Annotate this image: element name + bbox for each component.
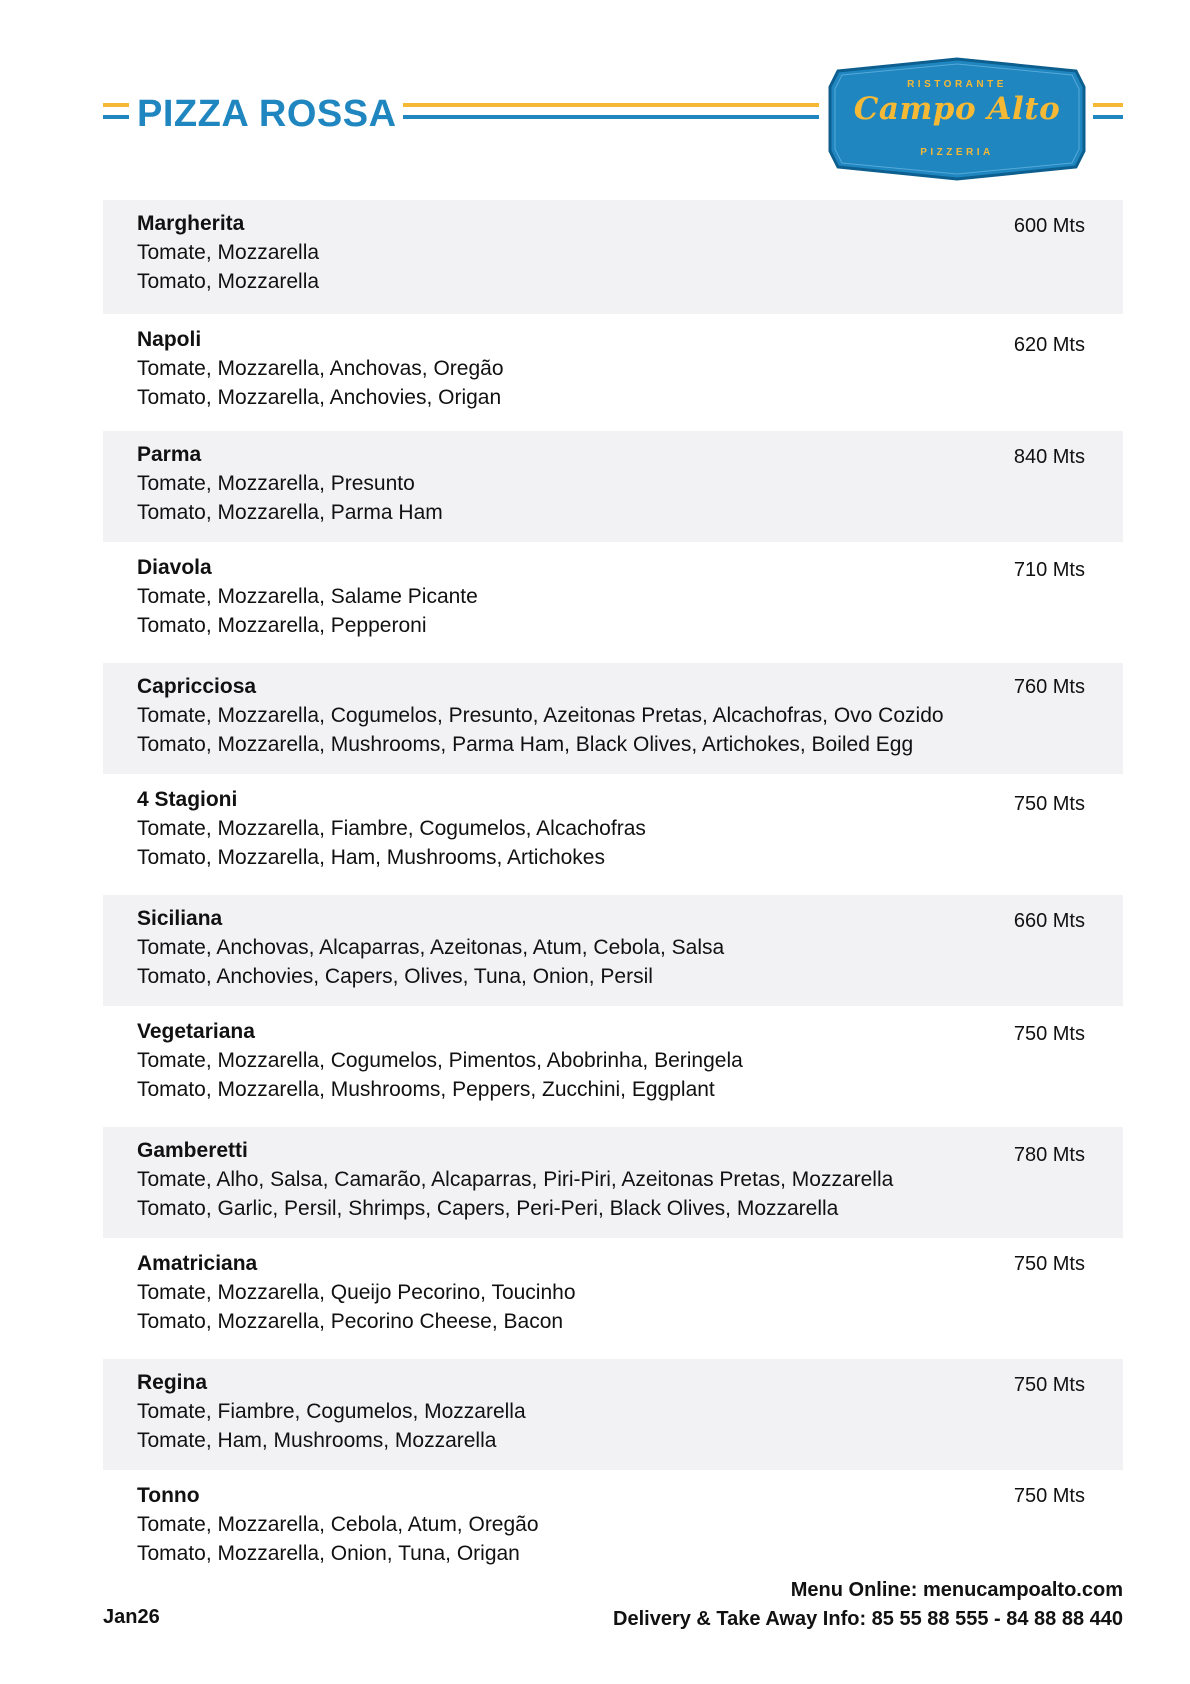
item-price: 750 Mts [1013, 793, 1085, 815]
logo-bottom-text: PIZZERIA [920, 147, 994, 158]
menu-item-amatriciana [103, 1238, 1123, 1359]
item-description-pt: Tomate, Anchovas, Alcaparras, Azeitonas, Atum, Cebola, Salsa [137, 936, 725, 959]
logo-top-text: RISTORANTE [907, 79, 1007, 90]
item-description-en: Tomato, Mozzarella, Mushrooms, Parma Ham, Black Olives, Artichokes, Boiled Egg [137, 733, 914, 756]
page-title: PIZZA ROSSA [137, 93, 397, 135]
item-name: Diavola [137, 556, 212, 579]
logo-name: Campo Alto [853, 91, 1061, 127]
item-description-en: Tomato, Mozzarella, Pecorino Cheese, Bacon [137, 1310, 564, 1333]
item-description-en: Tomato, Mozzarella, Anchovies, Origan [137, 386, 502, 409]
item-price: 760 Mts [1013, 676, 1085, 698]
item-name: 4 Stagioni [137, 788, 238, 811]
item-description-pt: Tomate, Fiambre, Cogumelos, Mozzarella [137, 1400, 526, 1423]
item-description-en: Tomato, Anchovies, Capers, Olives, Tuna, Onion, Persil [137, 965, 653, 988]
menu-item-siciliana [103, 895, 1123, 1006]
footer-delivery-info: Delivery & Take Away Info: 85 55 88 555 - 84 88 88 440 [613, 1608, 1123, 1630]
header-stripe-right-blue [1093, 115, 1123, 119]
menu-item-diavola [103, 542, 1123, 663]
item-price: 780 Mts [1013, 1144, 1085, 1166]
item-description-en: Tomato, Mozzarella, Parma Ham [137, 501, 443, 524]
item-description-pt: Tomate, Mozzarella, Cogumelos, Presunto, Azeitonas Pretas, Alcachofras, Ovo Cozido [137, 704, 944, 727]
header-stripe-left-orange [103, 103, 129, 107]
item-name: Parma [137, 443, 202, 466]
header-stripe-left-blue [103, 115, 129, 119]
item-name: Napoli [137, 328, 202, 351]
item-name: Amatriciana [137, 1252, 258, 1275]
menu-item-vegetariana [103, 1006, 1123, 1127]
item-description-en: Tomato, Mozzarella, Onion, Tuna, Origan [137, 1542, 520, 1565]
menu-list [103, 200, 1123, 1580]
item-price: 840 Mts [1013, 446, 1085, 468]
header-stripe-mid-orange [403, 103, 819, 107]
menu-item-regina [103, 1359, 1123, 1470]
item-name: Margherita [137, 212, 245, 235]
menu-item-4-stagioni [103, 774, 1123, 895]
footer-contact [613, 1576, 1123, 1634]
menu-item-capricciosa [103, 663, 1123, 774]
item-name: Siciliana [137, 907, 223, 930]
item-name: Tonno [137, 1484, 200, 1507]
item-description-en: Tomato, Mozzarella, Ham, Mushrooms, Artichokes [137, 846, 605, 869]
footer-date: Jan26 [103, 1606, 160, 1628]
restaurant-logo [826, 57, 1088, 181]
item-description-en: Tomato, Mozzarella [137, 270, 320, 293]
header-stripe-right-orange [1093, 103, 1123, 107]
menu-item-napoli [103, 314, 1123, 431]
item-price: 710 Mts [1013, 559, 1085, 581]
menu-item-tonno [103, 1470, 1123, 1580]
item-name: Vegetariana [137, 1020, 255, 1043]
item-price: 620 Mts [1013, 334, 1085, 356]
item-description-en: Tomate, Ham, Mushrooms, Mozzarella [137, 1429, 497, 1452]
item-price: 750 Mts [1013, 1374, 1085, 1396]
item-price: 750 Mts [1013, 1253, 1085, 1275]
item-description-pt: Tomate, Mozzarella, Fiambre, Cogumelos, Alcachofras [137, 817, 646, 840]
item-description-pt: Tomate, Mozzarella, Salame Picante [137, 585, 478, 608]
menu-item-gamberetti [103, 1127, 1123, 1238]
item-description-en: Tomato, Mozzarella, Pepperoni [137, 614, 427, 637]
menu-item-margherita [103, 200, 1123, 314]
item-description-pt: Tomate, Mozzarella, Anchovas, Oregão [137, 357, 504, 380]
item-description-pt: Tomate, Mozzarella, Cebola, Atum, Oregão [137, 1513, 539, 1536]
item-description-en: Tomato, Mozzarella, Mushrooms, Peppers, Zucchini, Eggplant [137, 1078, 715, 1101]
item-price: 750 Mts [1013, 1023, 1085, 1045]
footer-menu-online: Menu Online: menucampoalto.com [790, 1579, 1123, 1601]
menu-item-parma [103, 431, 1123, 542]
item-description-pt: Tomate, Mozzarella, Queijo Pecorino, Toucinho [137, 1281, 576, 1304]
item-name: Gamberetti [137, 1139, 248, 1162]
item-price: 660 Mts [1013, 910, 1085, 932]
header-stripe-mid-blue [403, 115, 819, 119]
item-name: Capricciosa [137, 675, 257, 698]
item-price: 600 Mts [1013, 215, 1085, 237]
item-description-pt: Tomate, Mozzarella [137, 241, 320, 264]
item-price: 750 Mts [1013, 1485, 1085, 1507]
item-description-pt: Tomate, Alho, Salsa, Camarão, Alcaparras, Piri-Piri, Azeitonas Pretas, Mozzarella [137, 1168, 894, 1191]
item-name: Regina [137, 1371, 208, 1394]
item-description-en: Tomato, Garlic, Persil, Shrimps, Capers, Peri-Peri, Black Olives, Mozzarella [137, 1197, 839, 1220]
item-description-pt: Tomate, Mozzarella, Presunto [137, 472, 415, 495]
item-description-pt: Tomate, Mozzarella, Cogumelos, Pimentos, Abobrinha, Beringela [137, 1049, 743, 1072]
